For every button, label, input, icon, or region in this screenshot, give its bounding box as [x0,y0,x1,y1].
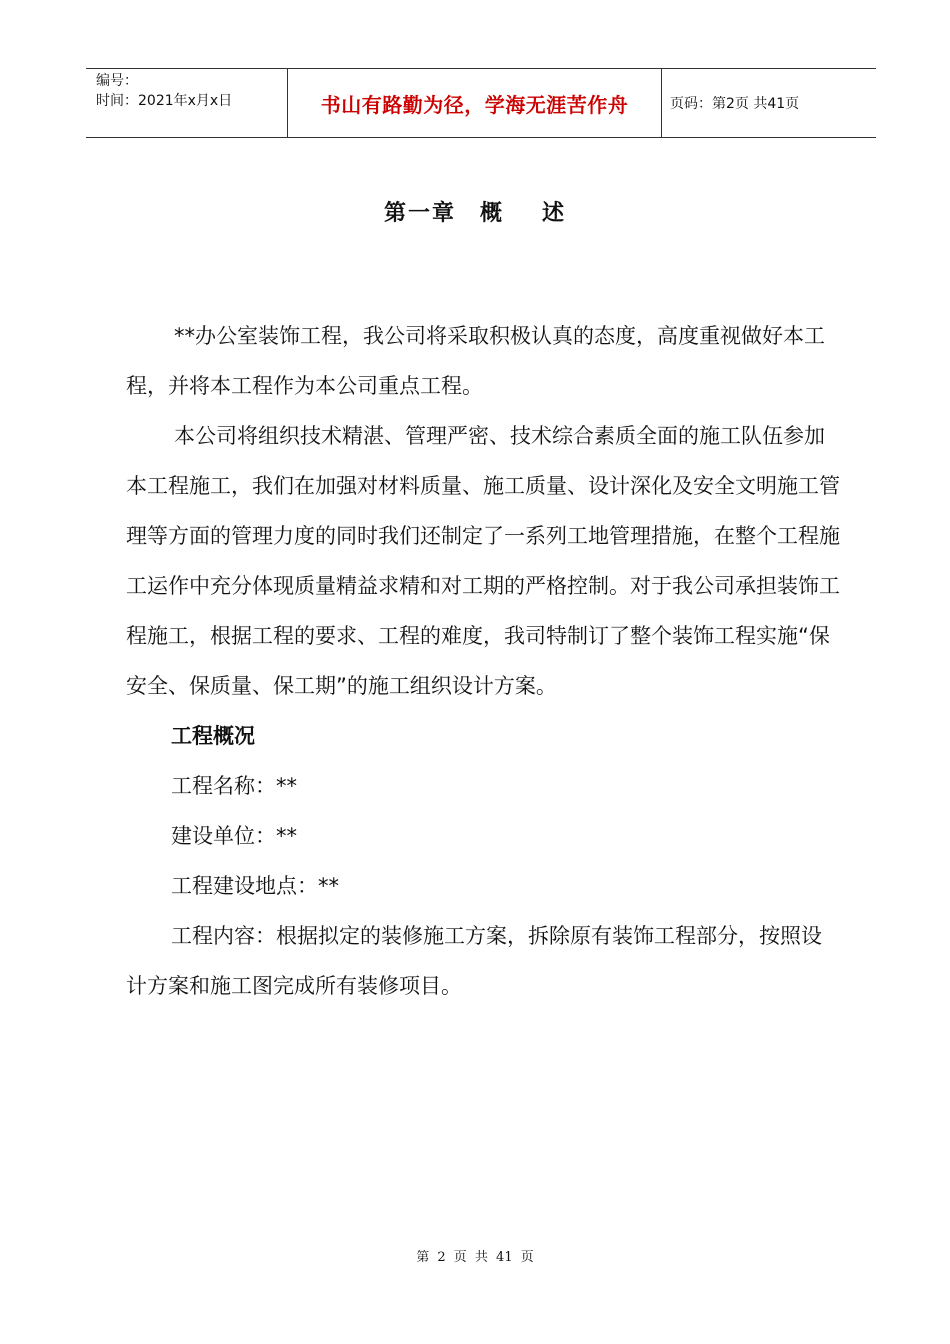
page-info: 页码：第2页 共41页 [670,96,800,112]
page-footer: 第 2 页 共 41 页 [416,1250,534,1265]
motto-text: 书山有路勤为径，学海无涯苦作舟 [320,92,629,117]
section-heading-overview: 工程概况 [171,724,255,748]
time-label: 时间：2021年x月x日 [96,93,233,109]
paragraph-team: 本公司将组织技术精湛、管理严密、技术综合素质全面的施工队伍参加本工程施工，我们在加强对材料质量、施工质量、设计深化及安全文明施工管理等方面的管理力度的同时我们还制定了一系列工地管理措施，在整个工程施工运作中充分体现质量精益求精和对工期的严格控制。对于我公司承担装饰工程施工，根据工程的要求、工程的难度，我司特制订了整个装饰工程实施“保安全、保质量、保工期”的施工组织设计方案。 [126,424,840,698]
construction-unit: 建设单位：** [171,824,297,848]
header-motto-cell [288,69,662,137]
paragraph-intro: **办公室装饰工程，我公司将采取积极认真的态度，高度重视做好本工程，并将本工程作为本公司重点工程。 [126,324,825,398]
project-location: 工程建设地点：** [171,874,339,898]
project-content: 工程内容：根据拟定的装修施工方案，拆除原有装饰工程部分，按照设计方案和施工图完成所有装修项目。 [126,924,822,998]
header-page-cell [662,69,876,137]
chapter-number: 第一章 [383,201,456,226]
chapter-title-char-1: 概 [479,201,504,226]
project-name: 工程名称：** [171,774,297,798]
chapter-title [0,196,950,227]
number-label: 编号： [96,73,138,89]
chapter-title-char-2: 述 [542,201,567,226]
header-meta-cell [86,69,288,137]
header-table [86,68,876,138]
body-text [126,311,842,1011]
